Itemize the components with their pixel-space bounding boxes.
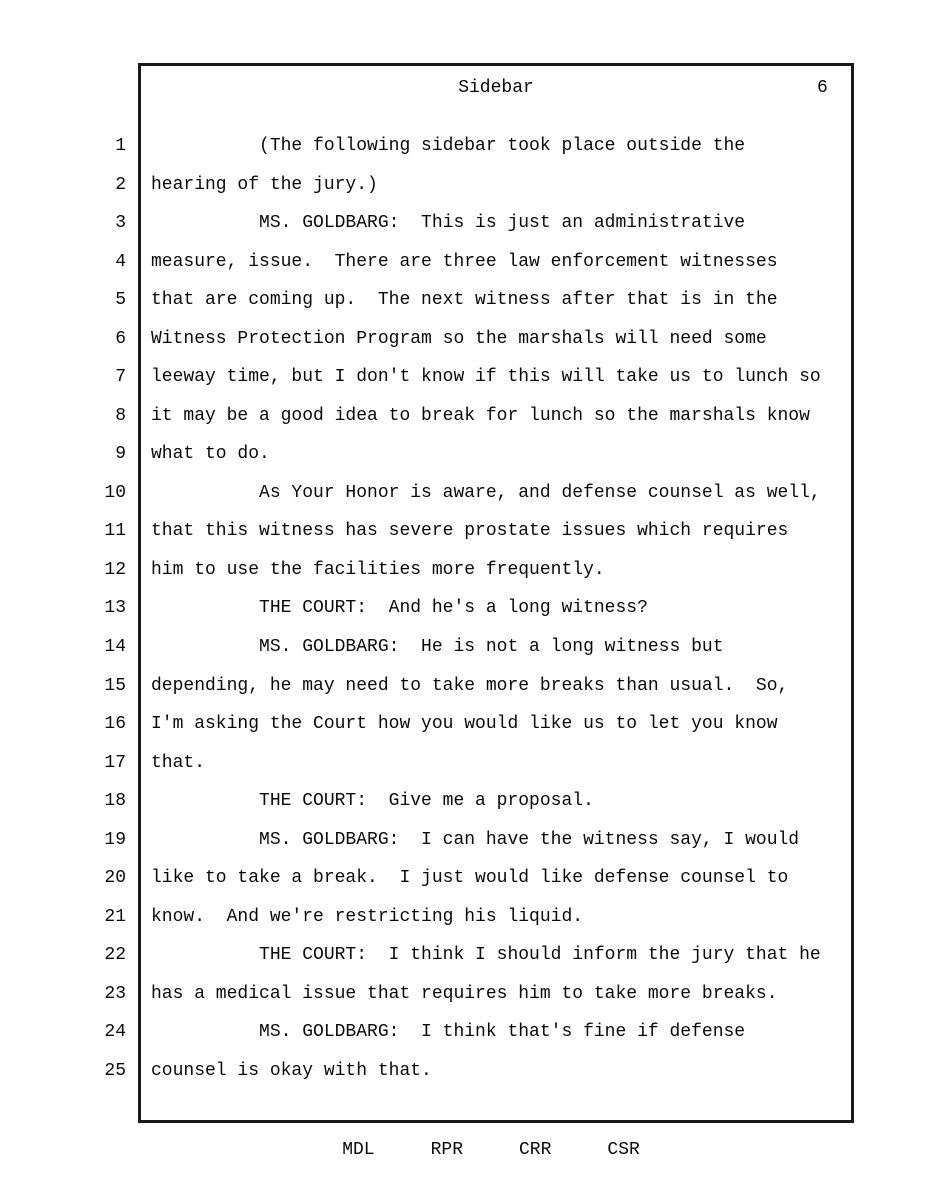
page-header-title: Sidebar xyxy=(458,78,534,98)
line-number: 15 xyxy=(104,675,126,696)
transcript-line xyxy=(0,667,927,706)
line-number: 25 xyxy=(104,1060,126,1081)
line-text: MS. GOLDBARG: I think that's fine if defense xyxy=(151,1022,746,1043)
line-number: 4 xyxy=(115,251,126,272)
line-text: him to use the facilities more frequently. xyxy=(151,559,605,580)
reporter-credentials xyxy=(133,1140,849,1160)
line-text: (The following sidebar took place outside the xyxy=(151,136,746,156)
line-text: has a medical issue that requires him to take more breaks. xyxy=(151,983,778,1004)
transcript-line xyxy=(0,744,927,783)
transcript-line xyxy=(0,358,927,397)
page-number: 6 xyxy=(817,78,828,98)
line-text: that. xyxy=(151,752,206,773)
transcript-line xyxy=(0,898,927,937)
line-number: 21 xyxy=(104,906,126,927)
line-text: counsel is okay with that. xyxy=(151,1060,432,1081)
line-number: 17 xyxy=(104,752,126,773)
transcript-line xyxy=(0,281,927,320)
line-number: 24 xyxy=(104,1022,126,1043)
line-text: THE COURT: I think I should inform the jury that he xyxy=(151,945,821,966)
line-text: like to take a break. I just would like defense counsel to xyxy=(151,868,789,889)
line-number: 6 xyxy=(115,328,126,349)
line-number: 8 xyxy=(115,405,126,426)
line-text: depending, he may need to take more breaks than usual. So, xyxy=(151,675,789,696)
transcript-line xyxy=(0,1052,927,1091)
line-number: 14 xyxy=(104,637,126,658)
transcript-line xyxy=(0,782,927,821)
line-text: MS. GOLDBARG: I can have the witness say, I would xyxy=(151,829,800,850)
transcript-line xyxy=(0,936,927,975)
line-text: hearing of the jury.) xyxy=(151,174,378,195)
line-number: 9 xyxy=(115,444,126,465)
transcript-line xyxy=(0,397,927,436)
transcript-line xyxy=(0,859,927,898)
line-text: THE COURT: And he's a long witness? xyxy=(151,598,648,619)
line-text: MS. GOLDBARG: He is not a long witness but xyxy=(151,637,724,658)
line-number: 12 xyxy=(104,559,126,580)
line-text: Witness Protection Program so the marshals will need some xyxy=(151,328,767,349)
line-text: I'm asking the Court how you would like us to let you know xyxy=(151,714,778,735)
line-number: 11 xyxy=(104,521,126,542)
line-number: 5 xyxy=(115,290,126,311)
line-number: 23 xyxy=(104,983,126,1004)
line-number: 10 xyxy=(104,482,126,503)
line-number: 7 xyxy=(115,367,126,388)
transcript-line xyxy=(0,243,927,282)
line-text: THE COURT: Give me a proposal. xyxy=(151,791,594,812)
transcript-line xyxy=(0,512,927,551)
line-text: As Your Honor is aware, and defense counsel as well, xyxy=(151,482,821,503)
transcript-line xyxy=(0,474,927,513)
line-number: 19 xyxy=(104,829,126,850)
line-text: that this witness has severe prostate issues which requires xyxy=(151,521,789,542)
transcript-line xyxy=(0,705,927,744)
transcript-line xyxy=(0,628,927,667)
line-text: it may be a good idea to break for lunch so the marshals know xyxy=(151,405,810,426)
line-number: 1 xyxy=(115,136,126,156)
transcript-line xyxy=(0,821,927,860)
transcript-line xyxy=(0,435,927,474)
line-text: what to do. xyxy=(151,444,270,465)
transcript-line xyxy=(0,975,927,1014)
line-text: MS. GOLDBARG: This is just an administrative xyxy=(151,213,746,234)
credential: CRR xyxy=(519,1140,552,1160)
credential: CSR xyxy=(607,1140,640,1160)
transcript-line xyxy=(0,166,927,205)
transcript-line xyxy=(0,551,927,590)
transcript-line xyxy=(0,204,927,243)
line-number: 18 xyxy=(104,791,126,812)
line-text: leeway time, but I don't know if this will take us to lunch so xyxy=(151,367,821,388)
line-text: know. And we're restricting his liquid. xyxy=(151,906,584,927)
credential: MDL xyxy=(342,1140,375,1160)
line-text: measure, issue. There are three law enforcement witnesses xyxy=(151,251,778,272)
line-text: that are coming up. The next witness after that is in the xyxy=(151,290,778,311)
line-number: 13 xyxy=(104,598,126,619)
line-number: 3 xyxy=(115,213,126,234)
transcript-line xyxy=(0,589,927,628)
transcript-line xyxy=(0,1013,927,1052)
line-number: 16 xyxy=(104,714,126,735)
transcript-line xyxy=(0,127,927,166)
credential: RPR xyxy=(430,1140,463,1160)
transcript-line xyxy=(0,320,927,359)
line-number: 2 xyxy=(115,174,126,195)
line-number: 22 xyxy=(104,945,126,966)
line-number: 20 xyxy=(104,868,126,889)
